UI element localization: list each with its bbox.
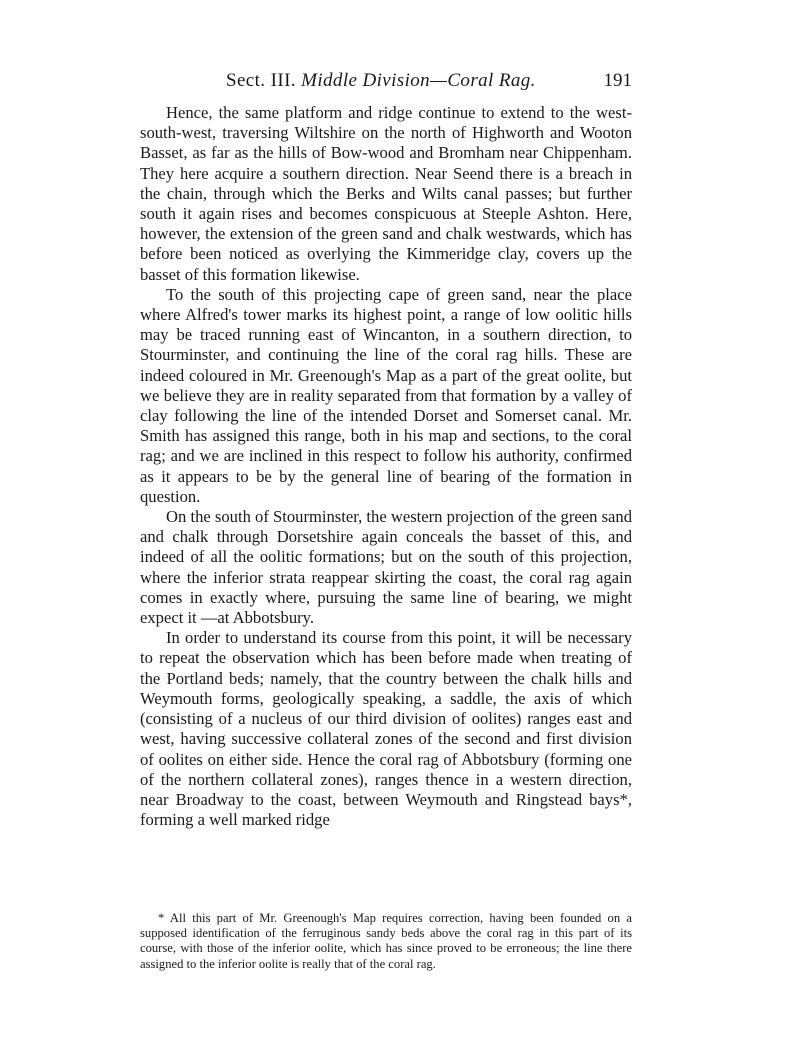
page-number: 191 bbox=[603, 70, 632, 91]
paragraph: In order to understand its course from this point, it will be necessary to repeat the observation which has been before made when treating of the Portland beds; namely, that the country between the chalk hills and Weymouth forms, geologically speaking, a saddle, the axis of which (consisting of a nucleus of our third division of oolites) ranges east and west, having successive collateral zones of the second and first division of oolites on either side. Hence the coral rag of Abbotsbury (forming one of the northern collateral zones), ranges thence in a western direction, near Broadway to the coast, between Weymouth and Ringstead bays*, forming a well marked ridge bbox=[140, 628, 632, 830]
paragraph: On the south of Stourminster, the western projection of the green sand and chalk through Dorsetshire again conceals the basset of this, and indeed of all the oolitic formations; but on the south of this projection, where the inferior strata reappear skirting the coast, the coral rag again comes in exactly where, pursuing the same line of bearing, we might expect it —at Abbotsbury. bbox=[140, 507, 632, 628]
footnote: * All this part of Mr. Greenough's Map requires correction, having been founded on a supposed identification of the ferruginous sandy beds above the coral rag in this part of its course, with those of the inferior oolite, which has since proved to be erroneous; the line there assigned to the inferior oolite is really that of the coral rag. bbox=[140, 910, 632, 971]
page-header bbox=[140, 70, 632, 100]
running-head-section: Sect. III. bbox=[226, 70, 296, 91]
body-text bbox=[140, 103, 632, 830]
running-head-title: Middle Division—Coral Rag. bbox=[301, 70, 536, 91]
running-head bbox=[226, 70, 536, 92]
paragraph: Hence, the same platform and ridge continue to extend to the west-south-west, traversing Wiltshire on the north of Highworth and Wooton Basset, as far as the hills of Bow-wood and Bromham near Chippenham. They here acquire a southern direction. Near Seend there is a breach in the chain, through which the Berks and Wilts canal passes; but further south it again rises and becomes conspicuous at Steeple Ashton. Here, however, the extension of the green sand and chalk westwards, which has before been noticed as overlying the Kimmeridge clay, covers up the basset of this formation likewise. bbox=[140, 103, 632, 284]
paragraph: To the south of this projecting cape of green sand, near the place where Alfred's tower marks its highest point, a range of low oolitic hills may be traced running east of Wincanton, in a southern direction, to Stourminster, and continuing the line of the coral rag hills. These are indeed coloured in Mr. Greenough's Map as a part of the great oolite, but we believe they are in reality separated from that formation by a valley of clay following the line of the intended Dorset and Somerset canal. Mr. Smith has assigned this range, both in his map and sections, to the coral rag; and we are inclined in this respect to follow his authority, confirmed as it appears to be by the general line of bearing of the formation in question. bbox=[140, 284, 632, 506]
